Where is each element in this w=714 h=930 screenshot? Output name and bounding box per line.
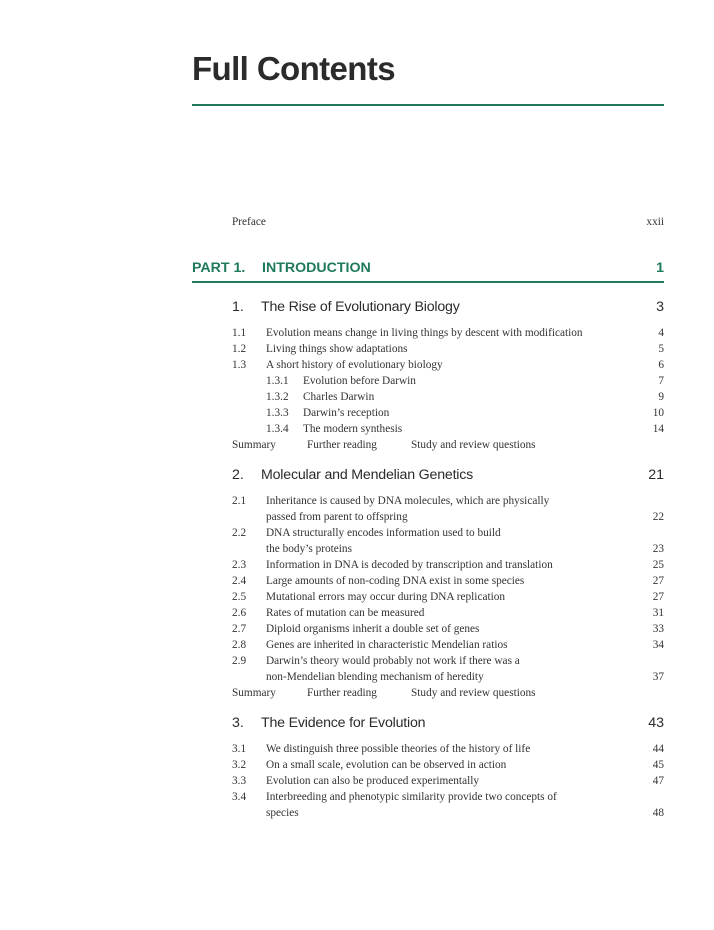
section-page: 37	[652, 671, 664, 683]
section-number: 3.4	[232, 791, 247, 803]
section-title: passed from parent to offspring	[266, 511, 408, 523]
section-page: 47	[652, 775, 664, 787]
section-page: 48	[652, 807, 664, 819]
part-page: 1	[656, 260, 664, 276]
section-title: Inheritance is caused by DNA molecules, which are physically	[266, 495, 550, 507]
endmatter-item[interactable]: Study and review questions	[411, 687, 536, 699]
part-title: INTRODUCTION	[262, 260, 371, 276]
endmatter-item[interactable]: Study and review questions	[411, 439, 536, 451]
section-page: 7	[658, 375, 664, 387]
preface-label: Preface	[232, 216, 266, 228]
chapter-number: 2.	[232, 467, 244, 483]
section-number: 2.9	[232, 655, 247, 667]
section-page: 25	[652, 559, 664, 571]
section-number: 1.1	[232, 327, 247, 339]
section-title: Information in DNA is decoded by transcription and translation	[266, 559, 553, 571]
endmatter-item[interactable]: Summary	[232, 439, 276, 451]
section-title: Evolution can also be produced experimentally	[266, 775, 480, 787]
section-title: Large amounts of non-coding DNA exist in some species	[266, 575, 525, 587]
section-title: Evolution means change in living things by descent with modification	[266, 327, 583, 339]
section-title: Darwin’s theory would probably not work if there was a	[266, 655, 520, 667]
section-number: 2.3	[232, 559, 247, 571]
section-title: Darwin’s reception	[303, 407, 390, 419]
section-title: Evolution before Darwin	[303, 375, 416, 387]
section-page: 14	[652, 423, 664, 435]
chapter-title: The Evidence for Evolution	[261, 715, 426, 731]
section-number: 2.7	[232, 623, 247, 635]
section-number: 3.2	[232, 759, 247, 771]
section-title: the body’s proteins	[266, 543, 352, 555]
section-page: 44	[652, 743, 664, 755]
chapter-title: The Rise of Evolutionary Biology	[261, 299, 460, 315]
section-page: 4	[658, 327, 664, 339]
section-number: 1.3.1	[266, 375, 289, 387]
chapter-number: 3.	[232, 715, 244, 731]
section-number: 2.6	[232, 607, 247, 619]
section-number: 2.2	[232, 527, 247, 539]
section-title: DNA structurally encodes information used to build	[266, 527, 501, 539]
section-page: 9	[658, 391, 664, 403]
endmatter-item[interactable]: Further reading	[307, 687, 377, 699]
section-page: 45	[652, 759, 664, 771]
section-number: 2.4	[232, 575, 247, 587]
chapter-page: 21	[648, 467, 664, 483]
section-title: Diploid organisms inherit a double set of genes	[266, 623, 480, 635]
section-number: 1.3	[232, 359, 247, 371]
chapter-page: 3	[656, 299, 664, 315]
section-page: 23	[652, 543, 664, 555]
endmatter-item[interactable]: Further reading	[307, 439, 377, 451]
section-title: Living things show adaptations	[266, 343, 408, 355]
section-page: 31	[652, 607, 664, 619]
part-divider	[192, 281, 664, 283]
section-page: 33	[652, 623, 664, 635]
section-page: 6	[658, 359, 664, 371]
section-title: species	[266, 807, 299, 819]
section-title: We distinguish three possible theories of the history of life	[266, 743, 531, 755]
part-number: PART 1.	[192, 260, 246, 276]
section-title: Mutational errors may occur during DNA replication	[266, 591, 506, 603]
chapter-title: Molecular and Mendelian Genetics	[261, 467, 474, 483]
section-page: 27	[652, 591, 664, 603]
section-number: 1.3.3	[266, 407, 289, 419]
section-title: On a small scale, evolution can be observed in action	[266, 759, 507, 771]
section-number: 3.3	[232, 775, 247, 787]
chapter-page: 43	[648, 715, 664, 731]
section-number: 2.8	[232, 639, 247, 651]
section-title: Interbreeding and phenotypic similarity provide two concepts of	[266, 791, 557, 803]
chapter-number: 1.	[232, 299, 244, 315]
section-title: Genes are inherited in characteristic Mendelian ratios	[266, 639, 508, 651]
title-divider	[192, 104, 664, 106]
section-number: 2.5	[232, 591, 247, 603]
section-number: 1.3.2	[266, 391, 289, 403]
section-title: Charles Darwin	[303, 391, 375, 403]
section-page: 27	[652, 575, 664, 587]
section-number: 1.3.4	[266, 423, 289, 435]
section-page: 22	[652, 511, 664, 523]
section-number: 1.2	[232, 343, 247, 355]
section-title: non-Mendelian blending mechanism of heredity	[266, 671, 484, 683]
endmatter-item[interactable]: Summary	[232, 687, 276, 699]
section-title: The modern synthesis	[303, 423, 403, 435]
section-page: 34	[652, 639, 664, 651]
section-title: Rates of mutation can be measured	[266, 607, 425, 619]
page-title: Full Contents	[192, 50, 396, 87]
section-number: 2.1	[232, 495, 247, 507]
section-page: 10	[652, 407, 664, 419]
section-number: 3.1	[232, 743, 247, 755]
section-page: 5	[658, 343, 664, 355]
section-title: A short history of evolutionary biology	[266, 359, 443, 371]
preface-page: xxii	[646, 216, 664, 228]
